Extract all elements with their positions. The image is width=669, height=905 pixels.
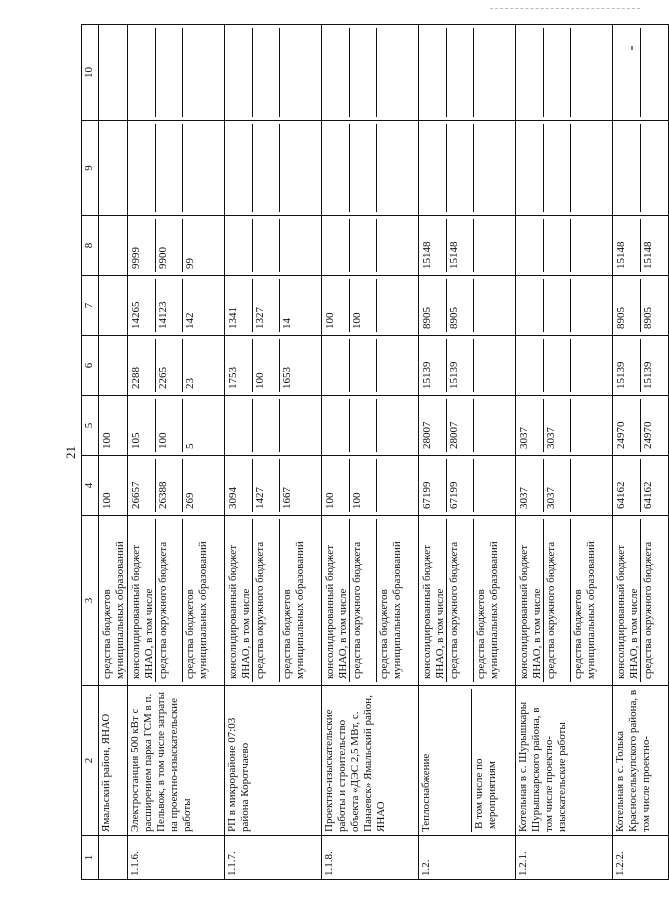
value: 100	[101, 432, 113, 449]
value	[183, 124, 223, 212]
value	[156, 124, 183, 212]
value: 64162	[642, 481, 654, 509]
value	[517, 279, 544, 332]
value-cell-c8	[613, 216, 669, 276]
column-header: 8	[82, 216, 99, 276]
header-row	[82, 25, 99, 880]
value	[544, 124, 571, 212]
value-cell-c4	[613, 456, 669, 516]
value-cell-c6	[419, 336, 516, 396]
value	[420, 28, 447, 117]
funding-source: средства окружного бюджета	[350, 519, 377, 682]
value	[571, 124, 611, 212]
value: 100	[350, 279, 377, 332]
value: 15148	[642, 241, 654, 269]
value	[129, 28, 156, 117]
value-cell-c7	[322, 276, 419, 336]
value	[226, 124, 253, 212]
value	[474, 279, 514, 332]
item-number: 1.2.2.	[613, 836, 669, 880]
funding-source: консолидированный бюджет ЯНАО, в том числе	[226, 519, 253, 682]
value: 3037	[544, 399, 571, 452]
funding-source: консолидированный бюджет ЯНАО, в том числе	[517, 519, 544, 682]
value-cell-c9	[225, 121, 322, 216]
value-cell-c10	[516, 25, 613, 121]
value	[377, 339, 417, 392]
funding-source: консолидированный бюджет ЯНАО, в том числе	[129, 519, 156, 682]
value	[474, 219, 514, 272]
item-name-text: Электростанция 500 кВт с расширением парка ГСМ в п. Пельвож, в том числе затраты на проектно-изыскательские работы	[129, 692, 193, 832]
value	[253, 219, 280, 272]
item-name	[613, 686, 669, 836]
funding-sources	[99, 516, 128, 686]
value-cell-c4	[225, 456, 322, 516]
table-row	[128, 25, 225, 880]
value	[641, 28, 667, 117]
value: 2265	[156, 339, 183, 392]
value	[377, 459, 417, 512]
funding-source: средства бюджетов муниципальных образований	[475, 541, 500, 679]
table-row	[99, 25, 128, 880]
funding-sources	[419, 516, 516, 686]
value-cell-c7	[99, 276, 128, 336]
value	[614, 28, 641, 117]
value-cell-c8	[419, 216, 516, 276]
column-header: 4	[82, 456, 99, 516]
value	[474, 339, 514, 392]
value-cell-c7	[613, 276, 669, 336]
item-number: 1.2.1.	[516, 836, 613, 880]
funding-sources	[613, 516, 669, 686]
funding-sources	[516, 516, 613, 686]
table-row	[419, 25, 516, 880]
value-cell-c8	[99, 216, 128, 276]
value: 3037	[517, 399, 544, 452]
value: 14123	[156, 279, 183, 332]
value	[571, 399, 611, 452]
value	[350, 399, 377, 452]
page-number: 21	[63, 446, 78, 459]
item-name	[128, 686, 225, 836]
funding-source: средства окружного бюджета	[544, 519, 571, 682]
value: 67199	[420, 459, 447, 512]
table-row	[322, 25, 419, 880]
value-cell-c5	[322, 396, 419, 456]
value: 5	[184, 443, 196, 449]
value: 9900	[156, 219, 183, 272]
value-cell-c6	[516, 336, 613, 396]
value-cell-c9	[99, 121, 128, 216]
value	[474, 124, 514, 212]
value-cell-c4	[99, 456, 128, 516]
value-cell-c10	[128, 25, 225, 121]
item-number: 1.1.6.	[128, 836, 225, 880]
value-cell-c8	[128, 216, 225, 276]
funding-source: консолидированный бюджет ЯНАО, в том числе	[614, 519, 641, 682]
value: 1667	[281, 487, 293, 509]
value-cell-c10	[419, 25, 516, 121]
value: 26657	[129, 459, 156, 512]
value-cell-c10	[322, 25, 419, 121]
value-cell-c4	[128, 456, 225, 516]
value: 8905	[642, 307, 654, 329]
item-number	[99, 836, 128, 880]
value: 2288	[129, 339, 156, 392]
value: 14	[281, 318, 293, 329]
value-cell-c8	[225, 216, 322, 276]
value	[614, 124, 641, 212]
value: 1327	[253, 279, 280, 332]
value	[253, 399, 280, 452]
value	[280, 124, 320, 212]
column-header: 3	[82, 516, 99, 686]
value	[226, 219, 253, 272]
value	[377, 28, 417, 117]
value	[100, 219, 126, 272]
funding-source: средства бюджетов муниципальных образований	[281, 541, 306, 679]
item-number: 1.2.	[419, 836, 516, 880]
value-cell-c5	[419, 396, 516, 456]
value-cell-c5	[613, 396, 669, 456]
value-cell-c8	[516, 216, 613, 276]
value	[350, 28, 377, 117]
value	[100, 339, 126, 392]
value	[571, 219, 611, 272]
value: 15148	[614, 219, 641, 272]
value-cell-c9	[419, 121, 516, 216]
rotated-content	[55, 25, 654, 880]
funding-sources	[225, 516, 322, 686]
value	[100, 279, 126, 332]
item-name	[322, 686, 419, 836]
value-cell-c4	[322, 456, 419, 516]
item-name-text: Котельная в с. Толька Красноселькупского района, в том числе проектно-	[614, 689, 652, 832]
item-name-text: Теплоснабжение	[420, 753, 432, 832]
value	[544, 28, 571, 117]
sub-label: В том числе по мероприятиям	[471, 689, 500, 832]
column-header: 5	[82, 396, 99, 456]
value-cell-c4	[516, 456, 613, 516]
value	[323, 399, 350, 452]
item-name	[419, 686, 516, 836]
value-cell-c5	[128, 396, 225, 456]
value: 8905	[447, 279, 474, 332]
column-header: 1	[82, 836, 99, 880]
value-cell-c6	[322, 336, 419, 396]
column-header: 9	[82, 121, 99, 216]
value: 23	[184, 378, 196, 389]
value	[226, 399, 253, 452]
value	[447, 28, 474, 117]
value-cell-c9	[128, 121, 225, 216]
value: 269	[184, 492, 196, 509]
value-cell-c5	[225, 396, 322, 456]
value-cell-c9	[613, 121, 669, 216]
value-cell-c4	[419, 456, 516, 516]
table-row	[613, 25, 669, 880]
value	[474, 399, 514, 452]
item-name	[516, 686, 613, 836]
value: 24970	[642, 421, 654, 449]
value	[420, 124, 447, 212]
value-cell-c10	[613, 25, 669, 121]
value	[474, 28, 514, 117]
value	[517, 124, 544, 212]
value-cell-c10	[225, 25, 322, 121]
value: 3037	[517, 459, 544, 512]
value	[377, 124, 417, 212]
value: 8905	[420, 279, 447, 332]
value-cell-c5	[99, 396, 128, 456]
value: 3094	[226, 459, 253, 512]
funding-source: средства бюджетов муниципальных образований	[378, 541, 403, 679]
value	[571, 339, 611, 392]
value: 100	[323, 459, 350, 512]
value: 24970	[614, 399, 641, 452]
value-cell-c7	[128, 276, 225, 336]
value: 9999	[129, 219, 156, 272]
table-row	[516, 25, 613, 880]
value: 14265	[129, 279, 156, 332]
funding-source: консолидированный бюджет ЯНАО, в том числе	[420, 519, 447, 682]
column-header: 2	[82, 686, 99, 836]
value: 105	[129, 399, 156, 452]
column-header: 6	[82, 336, 99, 396]
item-name	[225, 686, 322, 836]
value: 3037	[544, 459, 571, 512]
value	[100, 124, 126, 212]
value: 100	[323, 279, 350, 332]
item-name	[99, 686, 128, 836]
item-number: 1.1.8.	[322, 836, 419, 880]
value: 26388	[156, 459, 183, 512]
value: 1753	[226, 339, 253, 392]
value: 15139	[642, 361, 654, 389]
value	[544, 279, 571, 332]
value	[571, 459, 611, 512]
column-header: 7	[82, 276, 99, 336]
value: 15148	[420, 219, 447, 272]
value	[517, 339, 544, 392]
value-cell-c6	[613, 336, 669, 396]
funding-source: средства окружного бюджета	[156, 519, 183, 682]
value	[226, 28, 253, 117]
item-name-text: РП в микрорайоне 07:03 района Коротчаево	[226, 717, 251, 832]
value: 100	[156, 399, 183, 452]
funding-sources	[128, 516, 225, 686]
value: 28007	[447, 399, 474, 452]
value	[253, 124, 280, 212]
value	[474, 459, 514, 512]
funding-source: средства бюджетов муниципальных образований	[101, 541, 126, 679]
value	[280, 399, 320, 452]
value	[323, 124, 350, 212]
value	[544, 339, 571, 392]
value: 1653	[281, 367, 293, 389]
column-header: 10	[82, 25, 99, 121]
item-name-text: Ямальский район, ЯНАО	[100, 713, 112, 832]
value	[350, 219, 377, 272]
value	[280, 219, 320, 272]
value	[350, 124, 377, 212]
table-body	[99, 25, 669, 880]
value-cell-c5	[516, 396, 613, 456]
table-row	[225, 25, 322, 880]
value: 8905	[614, 279, 641, 332]
value-cell-c6	[99, 336, 128, 396]
value-cell-c10	[99, 25, 128, 121]
item-name-text: Проектно-изыскательские работы и строительство объекта «ДЭС 2,5 МВт, с. Панаевск» Ямальский район, ЯНАО	[323, 695, 387, 832]
value	[183, 28, 223, 117]
value	[280, 28, 320, 117]
value: 67199	[447, 459, 474, 512]
value	[156, 28, 183, 117]
value	[571, 279, 611, 332]
value: 15139	[447, 339, 474, 392]
value	[377, 399, 417, 452]
value	[350, 339, 377, 392]
value	[129, 124, 156, 212]
value-cell-c9	[516, 121, 613, 216]
value	[447, 124, 474, 212]
value: 15148	[447, 219, 474, 272]
value: 142	[184, 312, 196, 329]
value: 15139	[614, 339, 641, 392]
value	[377, 279, 417, 332]
value-cell-c7	[225, 276, 322, 336]
funding-source: консолидированный бюджет ЯНАО, в том числе	[323, 519, 350, 682]
value: 1427	[253, 459, 280, 512]
item-name-text: Котельная в с. Шурышкары Шурышкарского района, в том числе проектно-изыскательские работы	[517, 701, 568, 832]
funding-source: средства окружного бюджета	[447, 519, 474, 682]
value: 99	[184, 258, 196, 269]
funding-source: средства окружного бюджета	[253, 519, 280, 682]
budget-table	[81, 24, 669, 880]
value-cell-c6	[128, 336, 225, 396]
value-cell-c8	[322, 216, 419, 276]
value	[100, 28, 126, 117]
value: 28007	[420, 399, 447, 452]
funding-source: средства бюджетов муниципальных образований	[184, 541, 209, 679]
value	[323, 339, 350, 392]
value	[517, 219, 544, 272]
value	[377, 219, 417, 272]
value	[323, 219, 350, 272]
value	[641, 124, 667, 212]
value: 1341	[226, 279, 253, 332]
value-cell-c7	[419, 276, 516, 336]
value-cell-c9	[322, 121, 419, 216]
value	[517, 28, 544, 117]
value-cell-c6	[225, 336, 322, 396]
value-cell-c7	[516, 276, 613, 336]
value: 100	[253, 339, 280, 392]
value	[571, 28, 611, 117]
value: 15139	[420, 339, 447, 392]
value	[544, 219, 571, 272]
value	[253, 28, 280, 117]
funding-sources	[322, 516, 419, 686]
funding-source: средства бюджетов муниципальных образований	[572, 541, 597, 679]
item-number: 1.1.7.	[225, 836, 322, 880]
value: 100	[350, 459, 377, 512]
value	[323, 28, 350, 117]
funding-source: средства окружного бюджета	[642, 541, 654, 679]
page-edge	[490, 0, 640, 9]
value: 100	[101, 492, 113, 509]
value: 64162	[614, 459, 641, 512]
